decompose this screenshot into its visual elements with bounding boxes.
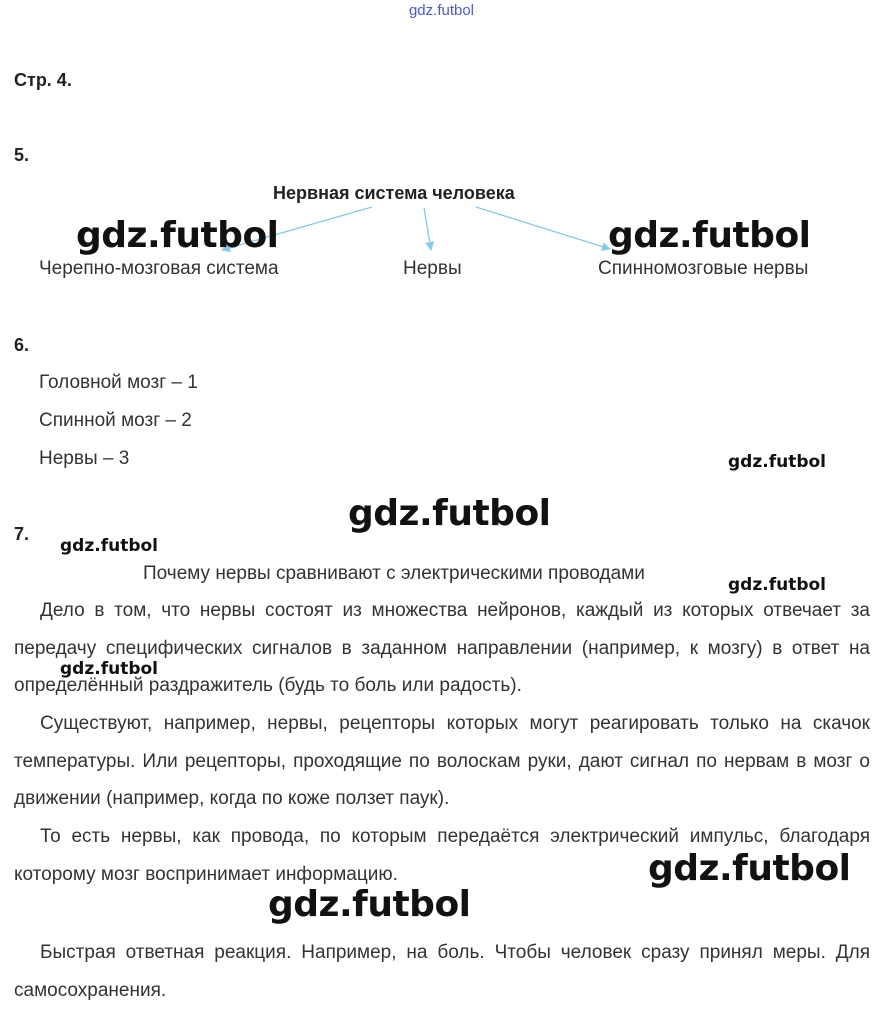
diagram-node-cranial: Черепно-мозговая система (39, 258, 279, 279)
watermark: gdz.futbol (76, 215, 279, 256)
page-label: Стр. 4. (14, 70, 72, 90)
task6-item: Головной мозг – 1 (39, 372, 198, 393)
watermark: gdz.futbol (60, 536, 158, 556)
task6-item: Спинной мозг – 2 (39, 410, 192, 431)
watermark: gdz.futbol (648, 848, 851, 889)
diagram-node-nerves: Нервы (403, 258, 462, 279)
watermark: gdz.futbol (60, 659, 158, 679)
task6-item: Нервы – 3 (39, 448, 130, 469)
watermark: gdz.futbol (268, 884, 471, 925)
diagram-node-spinal: Спинномозговые нервы (598, 258, 809, 279)
watermark: gdz.futbol (728, 575, 826, 595)
task7-number: 7. (14, 524, 30, 544)
task7-paragraph: То есть нервы, как провода, по которым передаётся электрический импульс, благодаря которому мозг воспринимает информацию. (14, 826, 870, 885)
diagram-title: Нервная система человека (273, 183, 515, 203)
watermark: gdz.futbol (728, 452, 826, 472)
task7-paragraph: Дело в том, что нервы состоят из множества нейронов, каждый из которых отвечает за передачу специфических сигналов в заданном направлении (например, к мозгу) в ответ на определённый раздражитель (будь то боль или радость). (14, 600, 870, 696)
watermark: gdz.futbol (608, 215, 811, 256)
arrow-to-nerves (424, 208, 431, 250)
top-watermark: gdz.futbol (408, 2, 475, 19)
task7-title: Почему нервы сравнивают с электрическими проводами (143, 563, 645, 584)
task6-number: 6. (14, 335, 30, 355)
task5-number: 5. (14, 145, 30, 165)
arrow-to-spinal (476, 207, 610, 249)
task7-paragraph: Быстрая ответная реакция. Например, на боль. Чтобы человек сразу принял меры. Для самосохранения. (14, 942, 870, 1001)
task7-paragraph: Существуют, например, нервы, рецепторы которых могут реагировать только на скачок температуры. Или рецепторы, проходящие по волоскам руки, дают сигнал по нервам в мозг о движении (например, когда по коже ползет паук). (14, 713, 870, 809)
watermark: gdz.futbol (348, 493, 551, 534)
